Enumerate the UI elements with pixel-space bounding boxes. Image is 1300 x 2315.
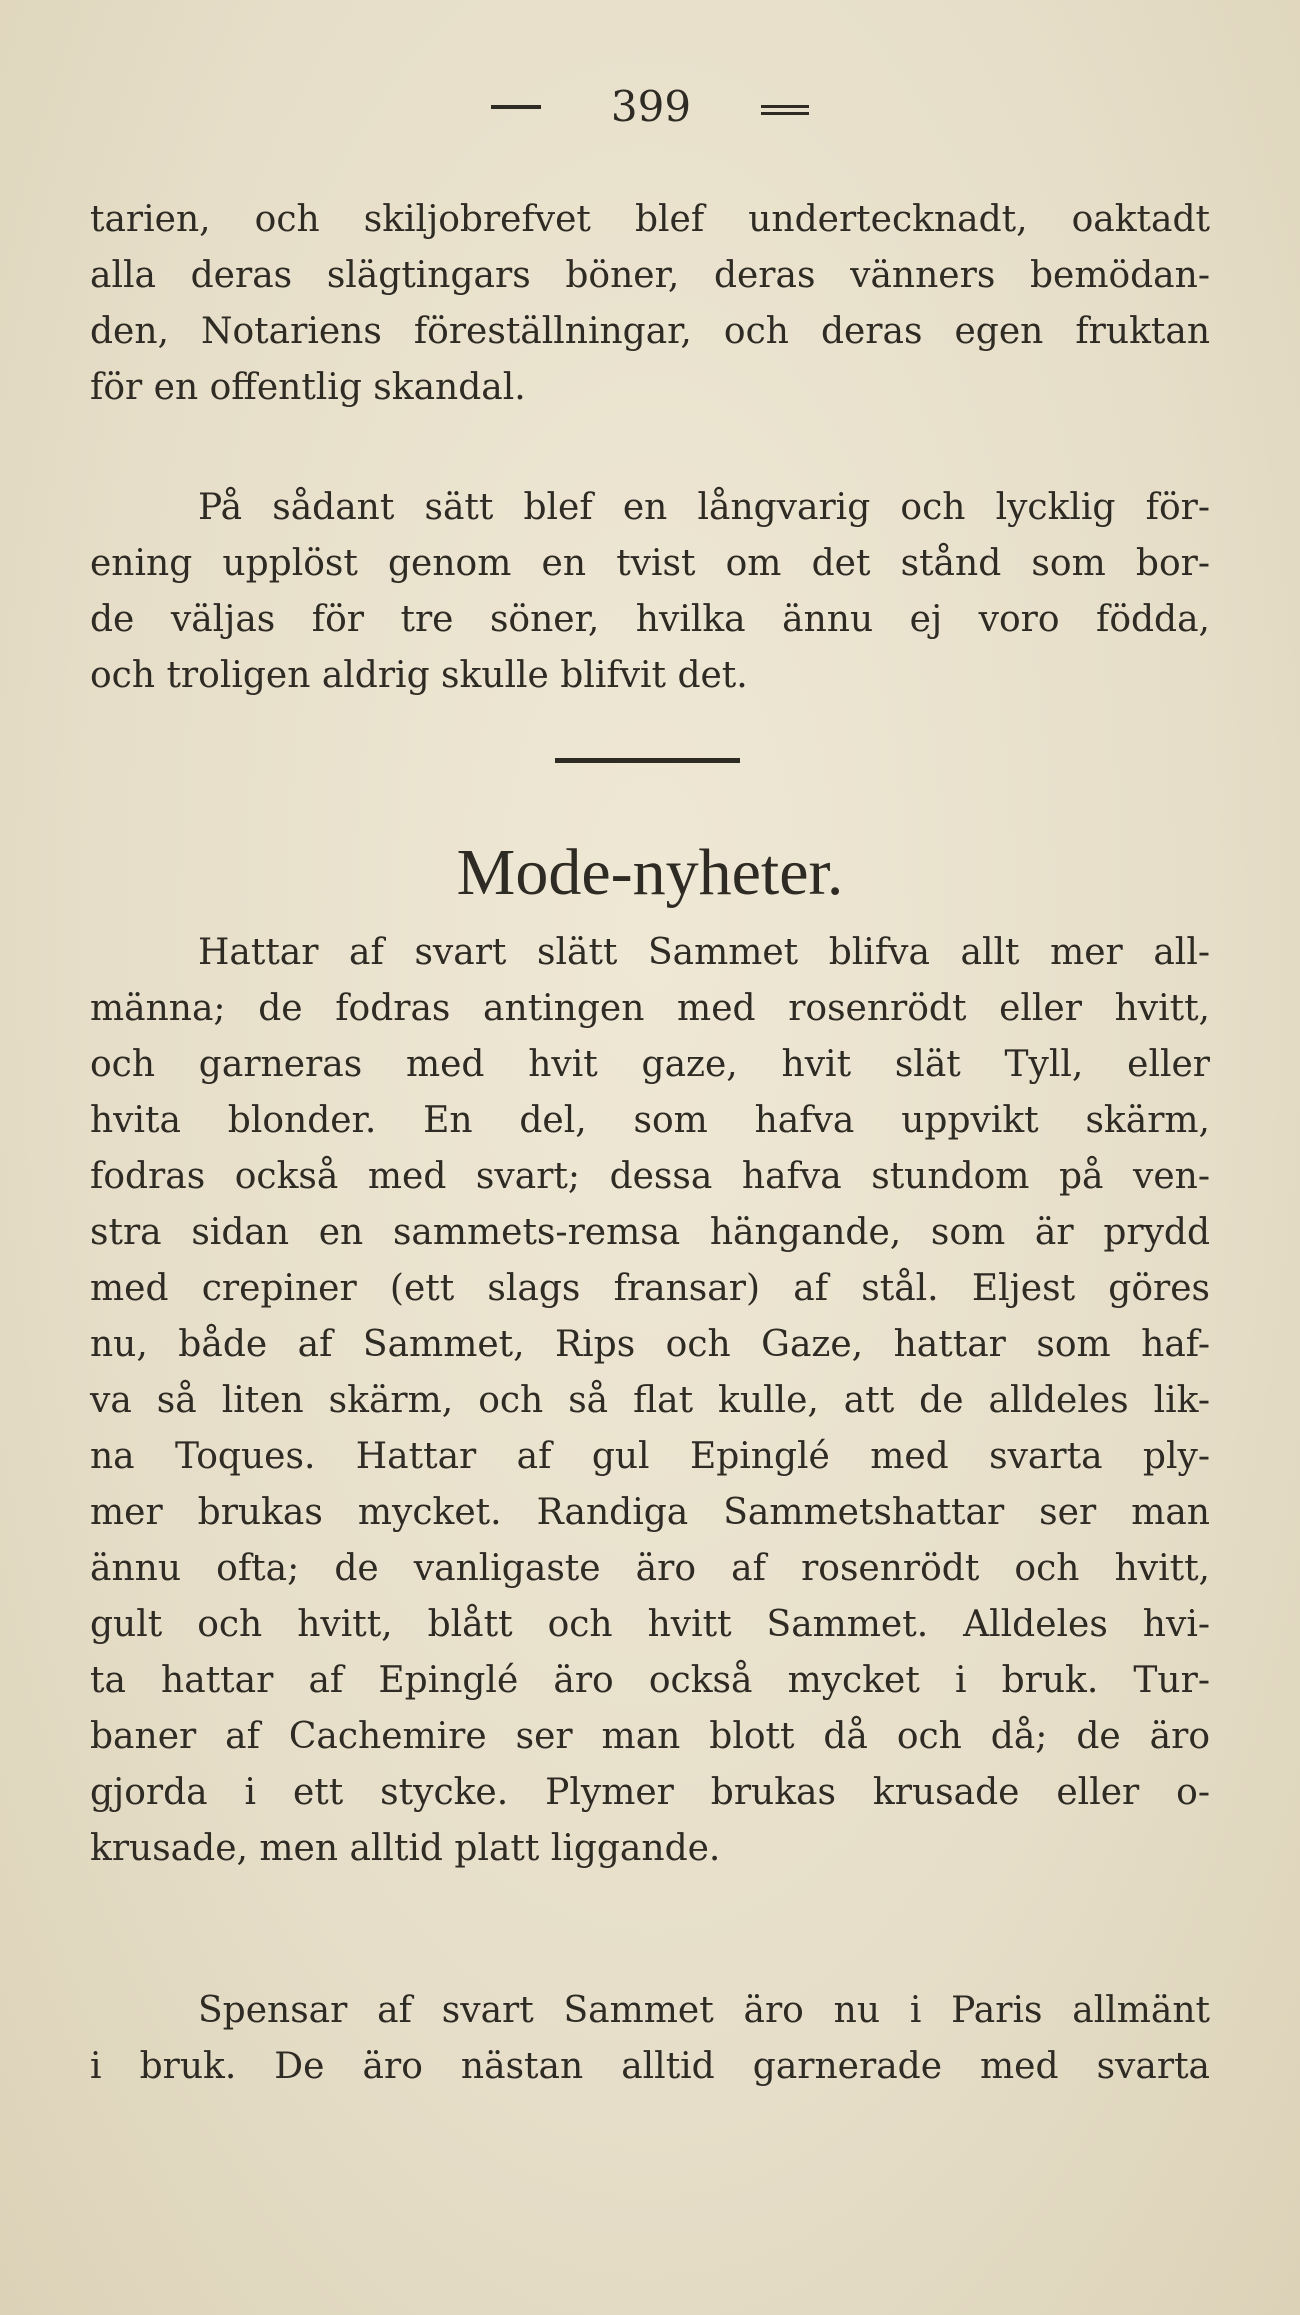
text-line: fodras också med svart; dessa hafva stundom på ven-	[90, 1156, 1210, 1197]
text-line: Hattar af svart slätt Sammet blifva allt mer all-	[198, 932, 1210, 973]
page-number: 399	[610, 82, 692, 131]
paragraph-text	[90, 480, 1210, 704]
text-line: na Toques. Hattar af gul Epinglé med svarta ply-	[90, 1436, 1210, 1477]
text-line: alla deras slägtingars böner, deras vänners bemödan-	[90, 255, 1210, 296]
page-header	[0, 82, 1300, 131]
header-dash-left	[491, 105, 541, 109]
header-dash-right	[761, 105, 809, 108]
text-line: för en offentlig skandal.	[90, 367, 526, 408]
paragraph-hats	[90, 925, 1210, 1877]
paragraph-spencers	[90, 1983, 1210, 2095]
text-line: gult och hvitt, blått och hvitt Sammet. Alldeles hvi-	[90, 1604, 1210, 1645]
text-line: i bruk. De äro nästan alltid garnerade med svarta	[90, 2046, 1210, 2087]
text-line: och troligen aldrig skulle blifvit det.	[90, 655, 748, 696]
text-line: de väljas för tre söner, hvilka ännu ej voro födda,	[90, 599, 1210, 640]
text-line: ta hattar af Epinglé äro också mycket i bruk. Tur-	[90, 1660, 1210, 1701]
text-line: hvita blonder. En del, som hafva uppvikt skärm,	[90, 1100, 1210, 1141]
text-line: ening upplöst genom en tvist om det stånd som bor-	[90, 543, 1210, 584]
section-title: Mode-nyheter.	[456, 836, 844, 909]
text-line: med crepiner (ett slags fransar) af stål. Eljest göres	[90, 1268, 1210, 1309]
text-line: stra sidan en sammets-remsa hängande, som är prydd	[90, 1212, 1210, 1253]
section-divider	[555, 758, 740, 763]
paragraph-divorce	[90, 192, 1210, 416]
text-line: den, Notariens föreställningar, och deras egen fruktan	[90, 311, 1210, 352]
paragraph-text	[90, 1983, 1210, 2095]
text-line: tarien, och skiljobrefvet blef undertecknadt, oaktadt	[90, 199, 1210, 240]
text-line: va så liten skärm, och så flat kulle, att de alldeles lik-	[90, 1380, 1210, 1421]
text-line: männa; de fodras antingen med rosenrödt eller hvitt,	[90, 988, 1210, 1029]
text-line: Spensar af svart Sammet äro nu i Paris allmänt	[198, 1990, 1210, 2031]
text-line: baner af Cachemire ser man blott då och då; de äro	[90, 1716, 1210, 1757]
text-line: gjorda i ett stycke. Plymer brukas krusade eller o-	[90, 1772, 1210, 1813]
text-line: mer brukas mycket. Randiga Sammetshattar ser man	[90, 1492, 1210, 1533]
paragraph-union-dissolved	[90, 480, 1210, 704]
text-line: ännu ofta; de vanligaste äro af rosenrödt och hvitt,	[90, 1548, 1210, 1589]
paragraph-text	[90, 925, 1210, 1877]
paragraph-text	[90, 192, 1210, 416]
text-line: och garneras med hvit gaze, hvit slät Tyll, eller	[90, 1044, 1210, 1085]
text-line: På sådant sätt blef en långvarig och lycklig för-	[198, 487, 1210, 528]
text-line: krusade, men alltid platt liggande.	[90, 1828, 721, 1869]
text-line: nu, både af Sammet, Rips och Gaze, hattar som haf-	[90, 1324, 1210, 1365]
